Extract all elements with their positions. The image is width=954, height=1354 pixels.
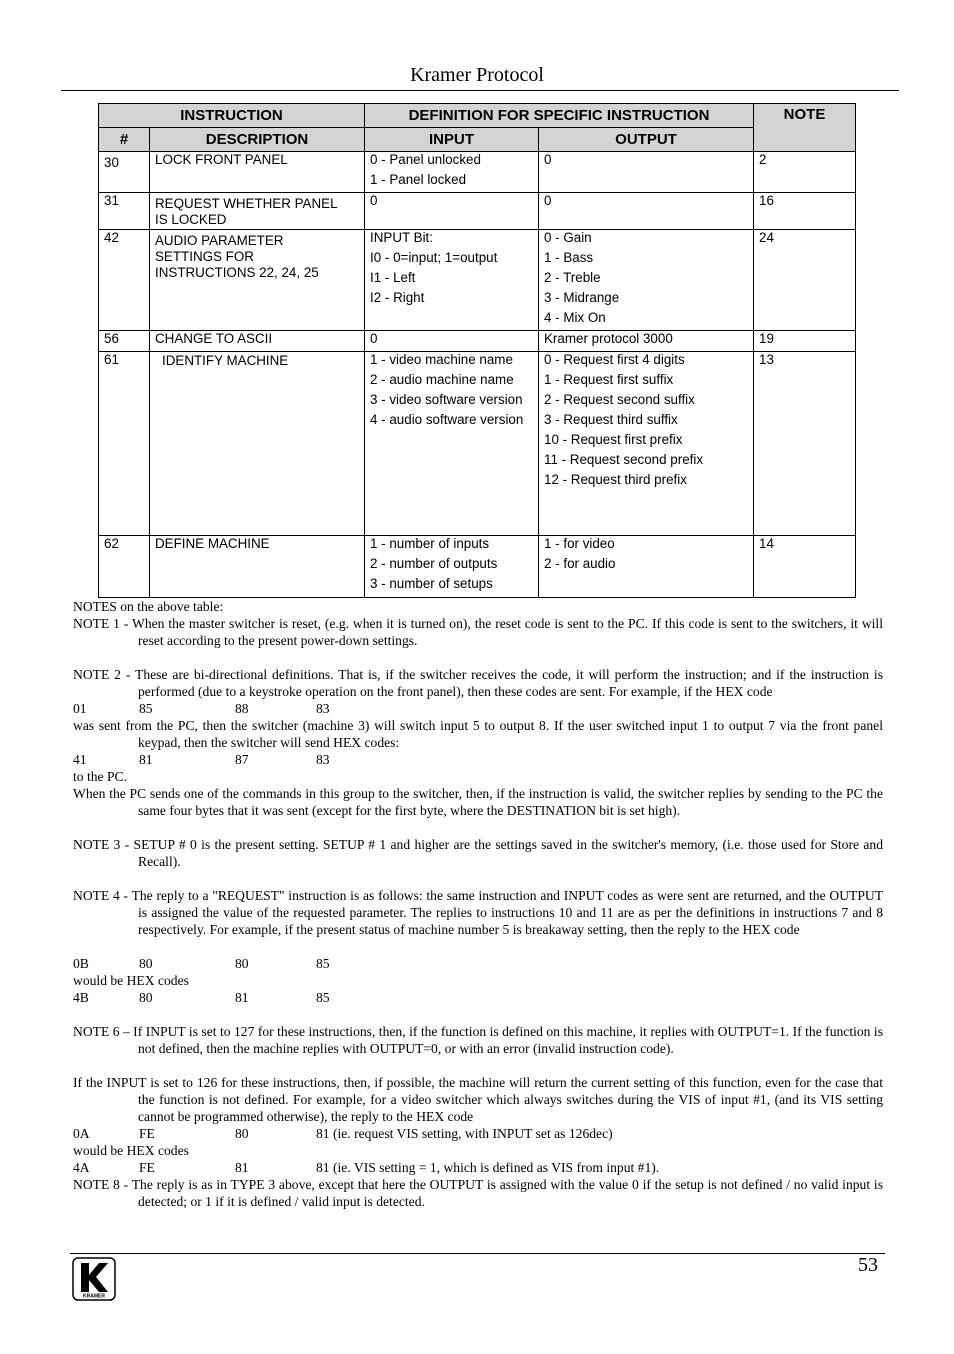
row-description: DEFINE MACHINE bbox=[150, 536, 365, 598]
hex-code-row: 4A FE 81 81 (ie. VIS setting = 1, which is defined as VIS from input #1). bbox=[73, 1160, 660, 1175]
logo-text: KRAMER bbox=[83, 1293, 105, 1300]
table-row bbox=[99, 536, 856, 598]
row-input: 0 bbox=[365, 193, 539, 230]
notes-heading: NOTES on the above table: bbox=[73, 599, 224, 614]
table-row bbox=[99, 331, 856, 352]
hex-code-row: 01 85 88 83 bbox=[73, 701, 330, 716]
header-description: DESCRIPTION bbox=[150, 128, 365, 152]
table-row bbox=[99, 352, 856, 536]
table-row bbox=[99, 152, 856, 193]
row-description: AUDIO PARAMETER SETTINGS FOR INSTRUCTIONS 22, 24, 25 bbox=[150, 230, 365, 331]
row-description: CHANGE TO ASCII bbox=[150, 331, 365, 352]
note-1: NOTE 1 - When the master switcher is reset, (e.g. when it is turned on), the reset code is sent to the PC. If this code is sent to the switchers, it will reset according to the present power-down settings. bbox=[73, 616, 883, 648]
kramer-logo-icon bbox=[72, 1257, 116, 1301]
row-num: 42 bbox=[99, 230, 150, 331]
header-num: # bbox=[99, 128, 150, 152]
row-input: 1 - number of inputs 2 - number of outputs 3 - number of setups bbox=[365, 536, 539, 598]
row-input: 0 bbox=[365, 331, 539, 352]
page-title: Kramer Protocol bbox=[410, 64, 544, 86]
row-note: 13 bbox=[754, 352, 856, 536]
row-description: LOCK FRONT PANEL bbox=[150, 152, 365, 193]
row-input: 1 - video machine name 2 - audio machine name 3 - video software version 4 - audio software version bbox=[365, 352, 539, 536]
row-input: INPUT Bit: I0 - 0=input; 1=output I1 - Left I2 - Right bbox=[365, 230, 539, 331]
row-num: 56 bbox=[99, 331, 150, 352]
note-6-continued: If the INPUT is set to 126 for these instructions, then, if possible, the machine will return the current setting of this function, even for the case that the function is not defined. For example, for a video switcher which always switches during the VIS of input #1, (and its VIS setting cannot be programmed otherwise), the reply to the HEX code bbox=[73, 1075, 883, 1124]
row-note: 2 bbox=[754, 152, 856, 193]
row-output: 1 - for video 2 - for audio bbox=[539, 536, 754, 598]
note-2: NOTE 2 - These are bi-directional definitions. That is, if the switcher receives the code, it will perform the instruction; and if the instruction is performed (due to a keystroke operation on the front panel), then these codes are sent. For example, if the HEX code bbox=[73, 667, 883, 699]
hex-code-row: 4B 80 81 85 bbox=[73, 990, 330, 1005]
row-num: 62 bbox=[99, 536, 150, 598]
table-row bbox=[99, 193, 856, 230]
row-description: IDENTIFY MACHINE bbox=[150, 352, 365, 536]
row-num: 30 bbox=[99, 152, 150, 193]
table-row bbox=[99, 230, 856, 331]
hex-code-row: 41 81 87 83 bbox=[73, 752, 330, 767]
header-note: NOTE bbox=[754, 104, 856, 152]
row-note: 19 bbox=[754, 331, 856, 352]
notes-section bbox=[73, 598, 883, 1210]
row-output: 0 bbox=[539, 193, 754, 230]
hex-code-row: 0A FE 80 81 (ie. request VIS setting, with INPUT set as 126dec) bbox=[73, 1126, 613, 1141]
header-input: INPUT bbox=[365, 128, 539, 152]
note-8: NOTE 8 - The reply is as in TYPE 3 above, except that here the OUTPUT is assigned with the value 0 if the setup is not defined / no valid input is detected; or 1 if it is defined / valid input is detected. bbox=[73, 1177, 883, 1209]
instruction-table bbox=[98, 103, 856, 598]
would-be-label: would be HEX codes bbox=[73, 973, 189, 988]
note-2-to-pc: to the PC. bbox=[73, 769, 128, 784]
row-output: 0 - Gain 1 - Bass 2 - Treble 3 - Midrange 4 - Mix On bbox=[539, 230, 754, 331]
row-num: 61 bbox=[99, 352, 150, 536]
note-2-reply: When the PC sends one of the commands in this group to the switcher, then, if the instruction is valid, the switcher replies by sending to the PC the same four bytes that it was sent (except for the first byte, where the DESTINATION bit is set high). bbox=[73, 786, 883, 818]
hex-code-row: 0B 80 80 85 bbox=[73, 956, 330, 971]
would-be-label: would be HEX codes bbox=[73, 1143, 189, 1158]
row-num: 31 bbox=[99, 193, 150, 230]
row-note: 14 bbox=[754, 536, 856, 598]
row-description: REQUEST WHETHER PANEL IS LOCKED bbox=[150, 193, 365, 230]
header-divider bbox=[61, 90, 899, 91]
row-note: 16 bbox=[754, 193, 856, 230]
row-output: 0 - Request first 4 digits 1 - Request first suffix 2 - Request second suffix 3 - Request third suffix 10 - Request first prefix 11 - Request second prefix 12 - Request third prefix bbox=[539, 352, 754, 536]
note-4: NOTE 4 - The reply to a "REQUEST" instruction is as follows: the same instruction and INPUT codes as were sent are returned, and the OUTPUT is assigned the value of the requested parameter. The replies to instructions 10 and 11 are as per the definitions in instructions 7 and 8 respectively. For example, if the present status of machine number 5 is breakaway setting, then the reply to the HEX code bbox=[73, 888, 883, 937]
row-note: 24 bbox=[754, 230, 856, 331]
note-2-continued: was sent from the PC, then the switcher (machine 3) will switch input 5 to output 8. If the user switched input 1 to output 7 via the front panel keypad, then the switcher will send HEX codes: bbox=[73, 718, 883, 750]
row-output: 0 bbox=[539, 152, 754, 193]
header-output: OUTPUT bbox=[539, 128, 754, 152]
note-6: NOTE 6 – If INPUT is set to 127 for these instructions, then, if the function is defined on this machine, it replies with OUTPUT=1. If the function is not defined, then the machine replies with OUTPUT=0, or with an error (invalid instruction code). bbox=[73, 1024, 883, 1056]
page-number: 53 bbox=[858, 1254, 878, 1276]
row-input: 0 - Panel unlocked 1 - Panel locked bbox=[365, 152, 539, 193]
footer-divider bbox=[70, 1253, 885, 1254]
header-definition: DEFINITION FOR SPECIFIC INSTRUCTION bbox=[365, 104, 754, 128]
row-output: Kramer protocol 3000 bbox=[539, 331, 754, 352]
note-3: NOTE 3 - SETUP # 0 is the present setting. SETUP # 1 and higher are the settings saved in the switcher's memory, (i.e. those used for Store and Recall). bbox=[73, 837, 883, 869]
header-instruction: INSTRUCTION bbox=[99, 104, 365, 128]
